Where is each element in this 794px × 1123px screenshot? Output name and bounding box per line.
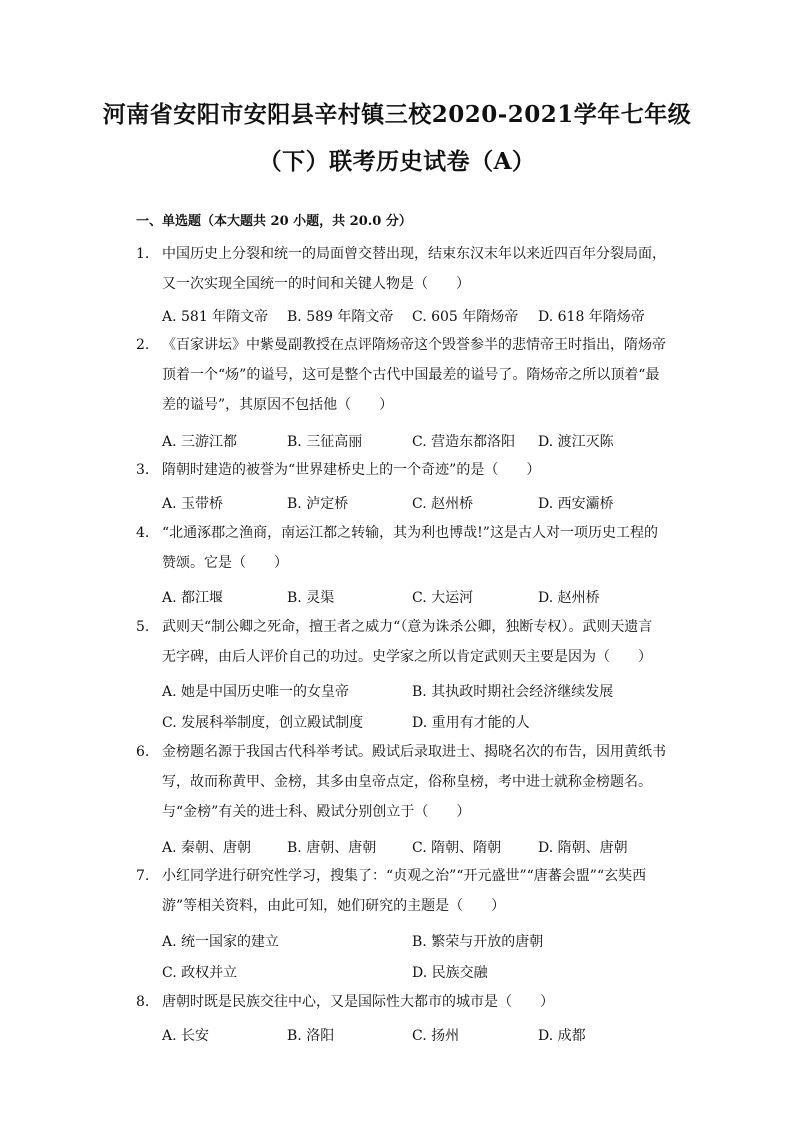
option-a[interactable]: A. 统一国家的建立: [162, 934, 280, 950]
option-a[interactable]: A. 她是中国历史唯一的女皇帝: [162, 684, 350, 700]
question-1: [136, 239, 666, 299]
option-b[interactable]: B. 三征高丽: [287, 434, 363, 450]
option-d[interactable]: D. 赵州桥: [538, 590, 600, 606]
question-stem: 隋朝时建造的被誉为“世界建桥史上的一个奇迹”的是（ ）: [162, 462, 541, 478]
option-c[interactable]: C. 大运河: [412, 590, 474, 606]
option-d[interactable]: D. 618 年隋炀帝: [538, 309, 645, 325]
option-a[interactable]: A. 秦朝、唐朝: [162, 840, 252, 856]
option-d[interactable]: D. 成都: [538, 1028, 586, 1044]
option-b[interactable]: B. 繁荣与开放的唐朝: [412, 934, 544, 950]
question-stem: 小红同学进行研究性学习，搜集了：“贞观之治”“开元盛世”“唐蕃会盟”“玄奘西游”等相关资料，由此可知，她们研究的主题是（ ）: [162, 868, 647, 914]
question-7: [136, 861, 666, 921]
option-b[interactable]: B. 589 年隋文帝: [287, 309, 394, 325]
section-heading: 一、单选题（本大题共 20 小题，共 20.0 分）: [136, 214, 412, 229]
question-stem: 《百家讲坛》中紫曼副教授在点评隋炀帝这个毁誉参半的悲情帝王时指出，隋炀帝顶着一个“炀”的谥号，这可是整个古代中国最差的谥号了。隋炀帝之所以顶着“最差的谥号”，其原因不包括他（ ）: [162, 337, 666, 413]
option-a[interactable]: A. 长安: [162, 1028, 210, 1044]
exam-title-line-2: （下）联考历史试卷（A）: [258, 148, 536, 175]
question-stem: 金榜题名源于我国古代科举考试。殿试后录取进士、揭晓名次的布告，因用黄纸书写，故而称黄甲、金榜，其多由皇帝点定，俗称皇榜，考中进士就称金榜题名。与“金榜”有关的进士科、殿试分别创立于（ ）: [162, 744, 666, 820]
option-c[interactable]: C. 赵州桥: [412, 496, 474, 512]
question-number: 4.: [136, 525, 150, 541]
question-5: [136, 612, 666, 672]
question-number: 5.: [136, 619, 150, 635]
question-stem: 武则天“制公卿之死命，擅王者之威力“（意为诛杀公卿，独断专权）。武则天遗言无字碑，由后人评价自己的功过。史学家之所以肯定武则天主要是因为（ ）: [162, 619, 653, 665]
question-3: [136, 455, 666, 485]
option-d[interactable]: D. 民族交融: [412, 965, 488, 981]
option-c[interactable]: C. 发展科举制度，创立殿试制度: [162, 715, 364, 731]
option-d[interactable]: D. 西安灞桥: [538, 496, 614, 512]
question-number: 3.: [136, 462, 150, 478]
question-number: 6.: [136, 744, 150, 760]
option-a[interactable]: A. 三游江都: [162, 434, 238, 450]
option-b[interactable]: B. 唐朝、唐朝: [287, 840, 377, 856]
question-6: [136, 737, 666, 827]
option-b[interactable]: B. 灵渠: [287, 590, 335, 606]
question-8: [136, 987, 666, 1017]
option-b[interactable]: B. 其执政时期社会经济继续发展: [412, 684, 614, 700]
option-d[interactable]: D. 隋朝、唐朝: [538, 840, 628, 856]
option-c[interactable]: C. 政权并立: [162, 965, 238, 981]
option-a[interactable]: A. 玉带桥: [162, 496, 224, 512]
question-number: 8.: [136, 994, 150, 1010]
option-a[interactable]: A. 581 年隋文帝: [162, 309, 269, 325]
exam-title-line-1: 河南省安阳市安阳县辛村镇三校2020-2021学年七年级: [102, 101, 692, 128]
question-stem: 唐朝时既是民族交往中心，又是国际性大都市的城市是（ ）: [162, 994, 554, 1010]
question-stem: “北通涿郡之渔商，南运江都之转输，其为利也博哉!”这是古人对一项历史工程的赞颂。它是（ ）: [162, 525, 658, 571]
option-a[interactable]: A. 都江堰: [162, 590, 224, 606]
option-c[interactable]: C. 隋朝、隋朝: [412, 840, 502, 856]
option-b[interactable]: B. 泸定桥: [287, 496, 349, 512]
question-4: [136, 518, 666, 578]
question-number: 1.: [136, 246, 150, 262]
option-d[interactable]: D. 渡江灭陈: [538, 434, 614, 450]
option-c[interactable]: C. 营造东都洛阳: [412, 434, 516, 450]
question-2: [136, 330, 666, 420]
option-c[interactable]: C. 扬州: [412, 1028, 460, 1044]
question-stem: 中国历史上分裂和统一的局面曾交替出现，结束东汉末年以来近四百年分裂局面，又一次实现全国统一的时间和关键人物是（ ）: [162, 246, 666, 292]
question-number: 2.: [136, 337, 150, 353]
option-b[interactable]: B. 洛阳: [287, 1028, 335, 1044]
option-c[interactable]: C. 605 年隋炀帝: [412, 309, 519, 325]
question-number: 7.: [136, 868, 150, 884]
option-d[interactable]: D. 重用有才能的人: [412, 715, 530, 731]
